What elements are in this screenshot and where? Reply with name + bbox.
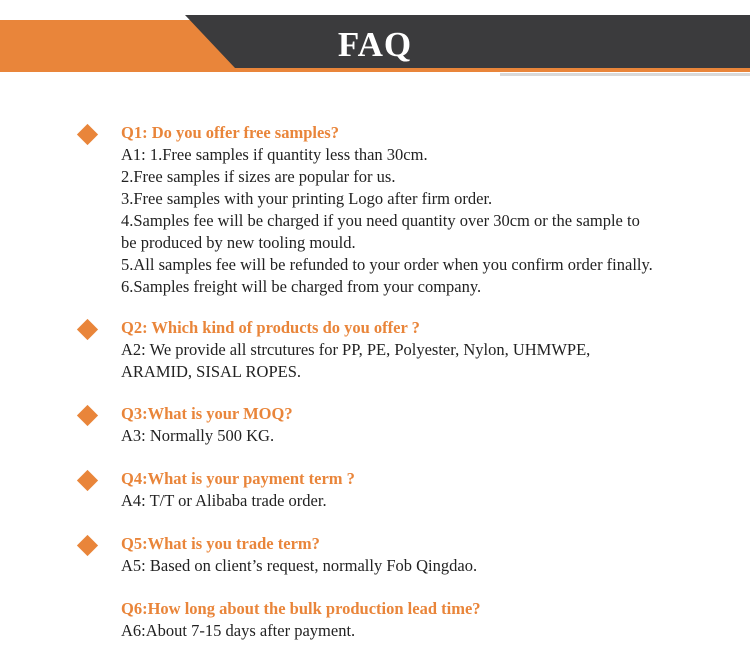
faq-question: Q3:What is your MOQ? (121, 404, 293, 423)
answer-line: A4: T/T or Alibaba trade order. (121, 491, 327, 510)
page-title: FAQ (337, 25, 413, 64)
faq-answer (121, 339, 721, 383)
answer-line: A1: 1.Free samples if quantity less than 30cm. (121, 145, 428, 164)
faq-answer (121, 144, 721, 298)
faq-question: Q4:What is your payment term ? (121, 469, 355, 488)
answer-line: 6.Samples freight will be charged from your company. (121, 277, 482, 296)
answer-line: 4.Samples fee will be charged if you need quantity over 30cm or the sample to (121, 211, 640, 230)
answer-line: A2: We provide all strcutures for PP, PE, Polyester, Nylon, UHMWPE, (121, 340, 591, 359)
faq-answer (121, 490, 721, 512)
answer-line: ARAMID, SISAL ROPES. (121, 362, 302, 381)
diamond-bullet-icon (77, 535, 98, 556)
answer-line: 3.Free samples with your printing Logo after firm order. (121, 189, 493, 208)
diamond-bullet-icon (77, 405, 98, 426)
diamond-bullet-icon (77, 470, 98, 491)
diamond-bullet-icon (77, 124, 98, 145)
answer-line: A6:About 7-15 days after payment. (121, 621, 356, 640)
faq-question: Q1: Do you offer free samples? (121, 123, 339, 142)
answer-line: A3: Normally 500 KG. (121, 426, 275, 445)
faq-answer (121, 425, 721, 447)
answer-line: A5: Based on client’s request, normally Fob Qingdao. (121, 556, 478, 575)
faq-question: Q6:How long about the bulk production lead time? (121, 599, 481, 618)
answer-line: 2.Free samples if sizes are popular for us. (121, 167, 396, 186)
faq-answer (121, 555, 721, 577)
answer-line: 5.All samples fee will be refunded to your order when you confirm order finally. (121, 255, 653, 274)
faq-banner (0, 0, 750, 80)
diamond-bullet-icon (77, 319, 98, 340)
faq-answer (121, 620, 721, 642)
faq-question: Q2: Which kind of products do you offer ? (121, 318, 420, 337)
faq-question: Q5:What is you trade term? (121, 534, 320, 553)
answer-line: be produced by new tooling mould. (121, 233, 356, 252)
